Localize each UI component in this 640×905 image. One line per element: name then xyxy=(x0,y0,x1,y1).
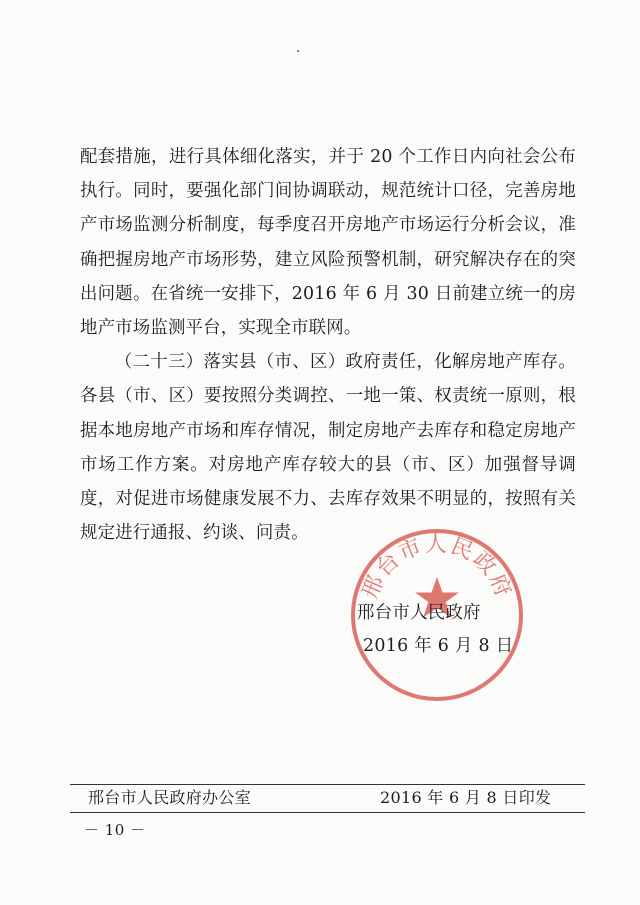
document-body xyxy=(80,140,576,550)
page-number: － 10 － xyxy=(84,821,146,839)
footer-issuer: 邢台市人民政府办公室 xyxy=(88,788,252,807)
scan-speck xyxy=(297,50,299,52)
seal-text: 邢台市人民政府 xyxy=(357,532,517,603)
footer-rule-bottom xyxy=(70,812,585,813)
footer-print-date: 2016 年 6 月 8 日印发 xyxy=(380,788,552,807)
signing-date: 2016 年 6 月 8 日 xyxy=(363,636,514,656)
paragraph-section-23: （二十三）落实县（市、区）政府责任，化解房地产库存。各县（市、区）要按照分类调控、一地一策、权责统一原则，根据本地房地产市场和库存情况，制定房地产去库存和稳定房地产市场工作方案。对房地产库存较大的县（市、区）加强督导调度，对促进市场健康发展不力、去库存效果不明显的，按照有关规定进行通报、约谈、问责。 xyxy=(80,352,576,544)
paragraph-continuation: 配套措施，进行具体细化落实，并于 20 个工作日内向社会公布执行。同时，要强化部门间协调联动，规范统计口径，完善房地产市场监测分析制度，每季度召开房地产市场运行分析会议，准确把握房地产市场形势，建立风险预警机制，研究解决存在的突出问题。在省统一安排下，2016 年 6 月 30 日前建立统一的房地产市场监测平台，实现全市联网。 xyxy=(80,147,576,339)
footer-rule-top xyxy=(70,784,585,785)
signing-authority: 邢台市人民政府 xyxy=(357,603,481,623)
